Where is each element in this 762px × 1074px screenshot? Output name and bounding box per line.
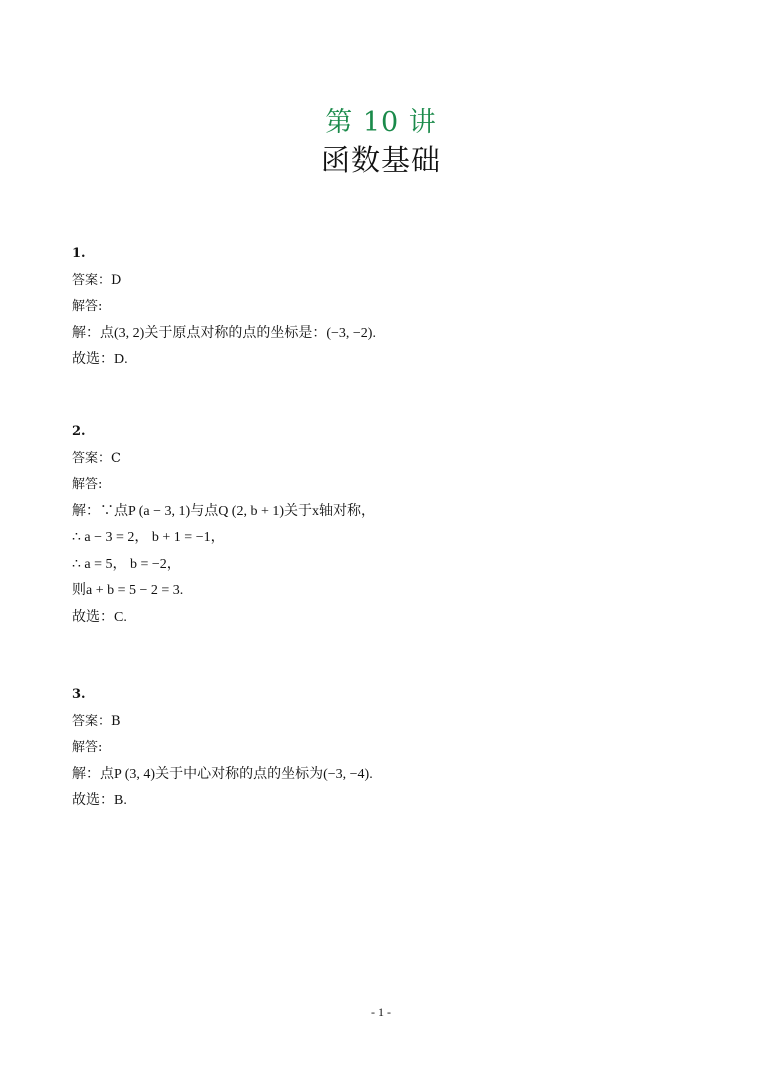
solution-line: 解：点P (3, 4)关于中心对称的点的坐标为(−3, −4). [72,766,373,782]
solution-label: 解答: [72,477,103,492]
answer-line: 答案：C [72,450,121,466]
choice-line: 故选：B. [72,793,127,808]
answer-line: 答案：D [72,272,122,288]
choice-line: 故选：D. [72,352,128,367]
question-3 [72,682,692,815]
question-number: 1. [72,246,86,261]
solution-line: 解：点(3, 2)关于原点对称的点的坐标是：(−3, −2). [72,325,376,341]
lesson-title: 第 10 讲 [325,107,437,138]
subject-title: 函数基础 [320,143,441,177]
solution-line: ∴ a − 3 = 2， b + 1 = −1， [72,530,225,545]
solution-label: 解答: [72,299,103,314]
solution-line: ∴ a = 5， b = −2， [72,556,181,572]
page-number: - 1 - [371,1005,391,1019]
question-1 [72,241,692,374]
question-2 [72,419,692,631]
choice-line: 故选：C. [72,609,127,625]
question-number: 3. [72,687,86,702]
question-number: 2. [72,424,86,439]
answer-line: 答案：B [72,713,121,729]
solution-line: 解：∵点P (a − 3, 1)与点Q (2, b + 1)关于x轴对称， [72,503,376,519]
solution-line: 则a + b = 5 − 2 = 3. [72,583,184,598]
solution-label: 解答: [72,740,103,755]
